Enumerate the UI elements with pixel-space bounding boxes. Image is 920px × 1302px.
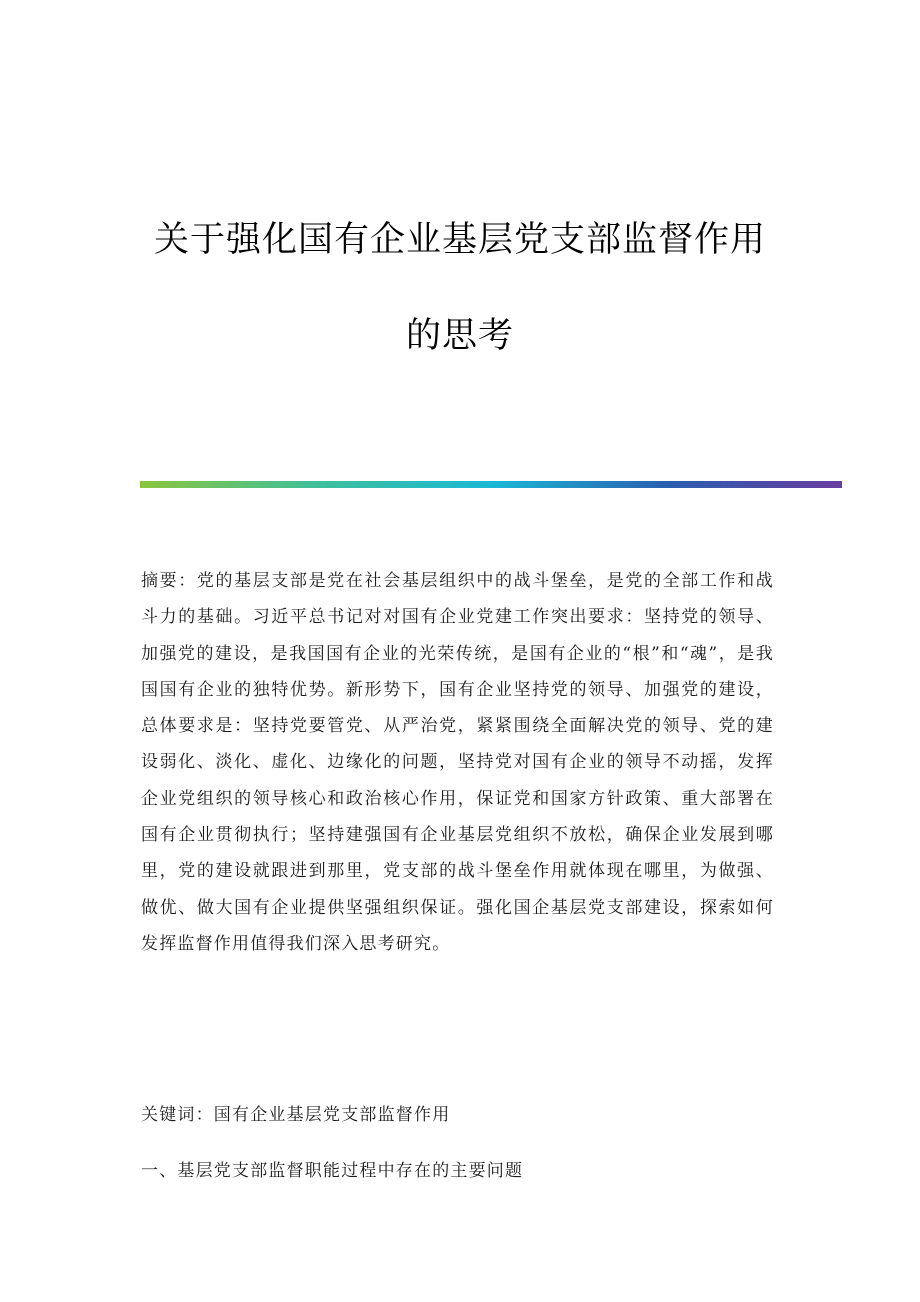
abstract-paragraph: 摘要：党的基层支部是党在社会基层组织中的战斗堡垒，是党的全部工作和战斗力的基础。习近平总书记对对国有企业党建工作突出要求：坚持党的领导、加强党的建设，是我国国有企业的光荣传统，是国有企业的“根”和“魂”，是我国国有企业的独特优势。新形势下，国有企业坚持党的领导、加强党的建设，总体要求是：坚持党要管党、从严治党，紧紧围绕全面解决党的领导、党的建设弱化、淡化、虚化、边缘化的问题，坚持党对国有企业的领导不动摇，发挥企业党组织的领导核心和政治核心作用，保证党和国家方针政策、重大部署在国有企业贯彻执行；坚持建强国有企业基层党组织不放松，确保企业发展到哪里，党的建设就跟进到那里，党支部的战斗堡垒作用就体现在哪里，为做强、做优、做大国有企业提供坚强组织保证。强化国企基层党支部建设，探索如何发挥监督作用值得我们深入思考研究。 xyxy=(141,571,774,954)
document-title-line-2: 的思考 xyxy=(405,316,514,356)
keywords-line: 关键词：国有企业基层党支部监督作用 xyxy=(141,1105,451,1125)
gradient-divider xyxy=(140,481,842,488)
section-heading: 一、基层党支部监督职能过程中存在的主要问题 xyxy=(141,1161,524,1181)
document-title-line-1: 关于强化国有企业基层党支部监督作用 xyxy=(153,220,766,260)
